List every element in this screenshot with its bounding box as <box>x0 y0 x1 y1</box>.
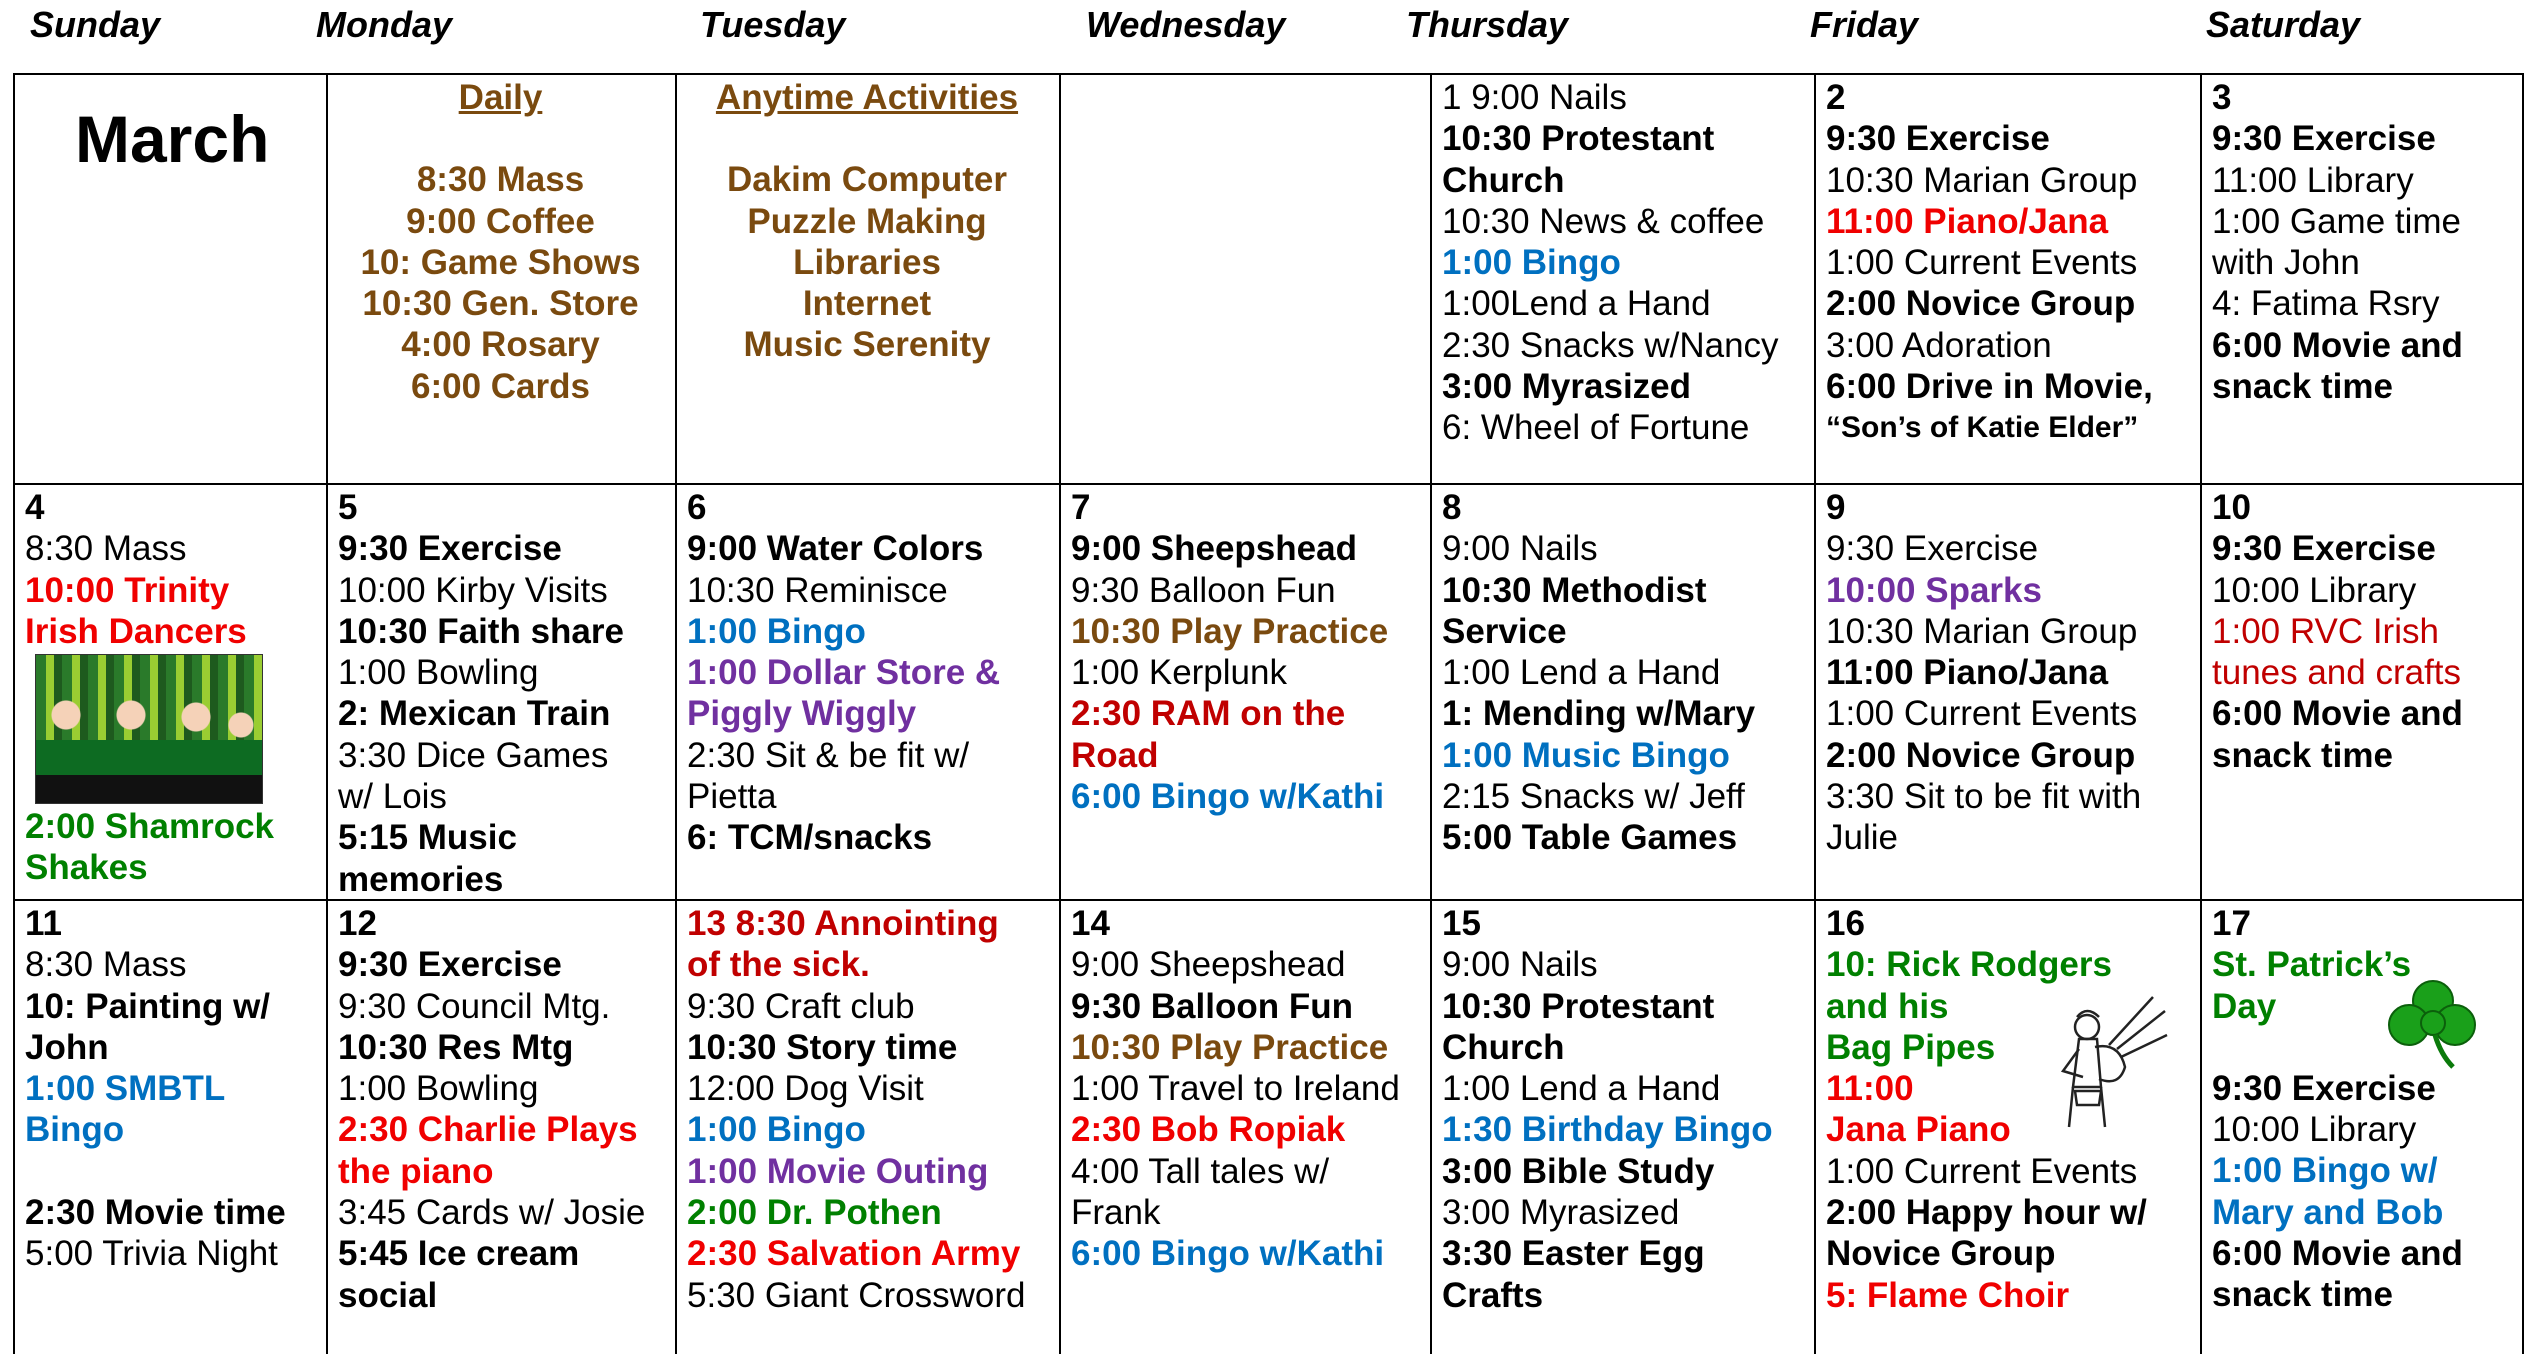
event-line: 8 <box>1442 488 1462 527</box>
event-line: Frank <box>1071 1193 1161 1233</box>
event-line: social <box>338 1275 438 1315</box>
event-line: 6:00 Bingo w/Kathi <box>1071 777 1385 817</box>
event-line: 10:30 News & coffee <box>1442 201 1765 241</box>
day-cell-15 <box>1430 899 1814 1354</box>
day-cell-9 <box>1814 483 2200 899</box>
event-line: 1:00 Lend a Hand <box>1442 1069 1721 1109</box>
event-line: 11:00 <box>1826 1069 1914 1109</box>
calendar-grid <box>13 73 2524 1354</box>
event-line: 11:00 Piano/Jana <box>1826 201 2109 241</box>
event-line: Mary and Bob <box>2212 1192 2444 1232</box>
event-line: snack time <box>2212 1275 2393 1315</box>
event-line: 10:30 Methodist <box>1442 570 1707 610</box>
event-line: Service <box>1442 611 1567 651</box>
event-line: 10:30 Protestant <box>1442 119 1715 159</box>
event-line: 9:00 Water Colors <box>687 529 984 569</box>
event-line: snack time <box>2212 367 2393 407</box>
event-line: Pietta <box>687 777 777 817</box>
event-line: St. Patrick’s <box>2212 945 2412 985</box>
event-line: 10:30 Res Mtg <box>338 1027 574 1067</box>
day-cell-7 <box>1059 483 1430 899</box>
event-line: 6:00 Movie and <box>2212 694 2463 734</box>
event-line: 5:45 Ice cream <box>338 1234 580 1274</box>
day-cell-2 <box>1814 73 2200 483</box>
event-line: 9:30 Exercise <box>2212 1068 2436 1108</box>
event-line: 11 <box>25 904 62 943</box>
event-line: 10:00 Library <box>2212 570 2417 610</box>
header-friday: Friday <box>1810 4 1919 45</box>
header-saturday: Saturday <box>2206 4 2361 45</box>
event-line: Bingo <box>25 1110 125 1150</box>
day-cell-11 <box>13 899 326 1354</box>
event-line: Bag Pipes <box>1826 1027 1996 1067</box>
event-line: 2:00 Novice Group <box>1826 735 2136 775</box>
header-monday: Monday <box>316 4 453 45</box>
month-title: March <box>75 102 270 176</box>
event-line: 9:00 Sheepshead <box>1071 945 1346 985</box>
event-line: 5:30 Giant Crossword <box>687 1275 1026 1315</box>
cell-empty <box>1059 73 1430 483</box>
event-line: 1 9:00 Nails <box>1442 78 1627 117</box>
event-line: 3 <box>2212 78 2232 117</box>
event-line: 2:30 Salvation Army <box>687 1234 1021 1274</box>
event-line: 6:00 Bingo w/Kathi <box>1071 1234 1385 1274</box>
event-line: 3:30 Dice Games <box>338 735 609 775</box>
event-line: Irish Dancers <box>25 611 247 651</box>
event-line: 9:30 Balloon Fun <box>1071 570 1336 610</box>
cell-anytime <box>675 73 1059 483</box>
event-line: 5: Flame Choir <box>1826 1275 2070 1315</box>
event-line: Shakes <box>25 848 148 888</box>
day-cell-13 <box>675 899 1059 1354</box>
event-line: 10:00 Library <box>2212 1110 2417 1150</box>
cell-daily <box>326 73 675 483</box>
event-line: 10:30 Marian Group <box>1826 160 2138 200</box>
event-line: 1:00 Dollar Store & <box>687 653 1001 693</box>
event-line: 12:00 Dog Visit <box>687 1069 924 1109</box>
event-line: 4 <box>25 488 45 527</box>
event-line: Julie <box>1826 818 1898 858</box>
day-cell-5 <box>326 483 675 899</box>
event-line: 5:00 Table Games <box>1442 818 1738 858</box>
day-cell-6 <box>675 483 1059 899</box>
event-line: 6:00 Movie and <box>2212 1234 2463 1274</box>
day-4-events-more <box>25 806 326 889</box>
event-line: w/ Lois <box>338 777 447 817</box>
event-line: 9:30 Balloon Fun <box>1071 986 1353 1026</box>
event-line: Piggly Wiggly <box>687 694 917 734</box>
event-line: of the sick. <box>687 945 870 985</box>
event-line: 10:00 Kirby Visits <box>338 570 608 610</box>
header-sunday: Sunday <box>30 4 161 45</box>
event-line: Church <box>1442 160 1565 200</box>
day-cell-4 <box>13 483 326 899</box>
event-line: 2:30 Movie time <box>25 1192 286 1232</box>
event-line: 1:00 Bingo <box>687 611 866 651</box>
event-line: 3:00 Bible Study <box>1442 1151 1715 1191</box>
event-line: 11:00 Piano/Jana <box>1826 653 2109 693</box>
event-line: 9:00 Nails <box>1442 529 1598 569</box>
event-line: 1:00 Music Bingo <box>1442 735 1730 775</box>
day-cell-17 <box>2200 899 2522 1354</box>
event-line: 2:00 Shamrock <box>25 807 275 847</box>
event-line: Jana Piano <box>1826 1110 2011 1150</box>
event-line: 11:00 Library <box>2212 160 2414 200</box>
event-line: Novice Group <box>1826 1234 2056 1274</box>
event-line: 3:45 Cards w/ Josie <box>338 1193 646 1233</box>
event-line: 2:15 Snacks w/ Jeff <box>1442 777 1745 817</box>
event-line: 6 <box>687 488 707 527</box>
event-line: 9:30 Council Mtg. <box>338 986 611 1026</box>
event-line: 10:30 Play Practice <box>1071 611 1389 651</box>
anytime-item: Internet <box>802 284 932 324</box>
event-line: 1:00 Bingo <box>687 1110 866 1150</box>
event-line: 3:00 Adoration <box>1826 325 2052 365</box>
event-line: 1:00 Kerplunk <box>1071 653 1287 693</box>
event-line: 10:00 Trinity <box>25 570 230 610</box>
event-line: the piano <box>338 1151 494 1191</box>
event-line: 12 <box>338 904 377 943</box>
cell-month <box>13 73 326 483</box>
event-line: 10:30 Play Practice <box>1071 1027 1389 1067</box>
event-line: 9:30 Exercise <box>2212 529 2436 569</box>
event-line: Road <box>1071 735 1159 775</box>
event-line <box>25 1151 326 1192</box>
event-line: 2:30 RAM on the <box>1071 694 1346 734</box>
event-line: 3:30 Sit to be fit with <box>1826 777 2142 817</box>
event-line: 1:30 Birthday Bingo <box>1442 1110 1773 1150</box>
event-line: 1: Mending w/Mary <box>1442 694 1756 734</box>
event-line: 9:00 Sheepshead <box>1071 529 1357 569</box>
event-line: 10: Rick Rodgers <box>1826 945 2112 985</box>
bagpiper-icon <box>2049 987 2169 1137</box>
day-4-events <box>25 487 326 652</box>
event-line: and his <box>1826 986 1949 1026</box>
daily-item: 9:00 Coffee <box>406 201 595 241</box>
day-cell-1 <box>1430 73 1814 483</box>
event-line: 9:30 Craft club <box>687 986 915 1026</box>
event-line: 1:00 Game time <box>2212 201 2461 241</box>
anytime-item: Libraries <box>793 242 941 282</box>
event-line: 10:30 Reminisce <box>687 570 948 610</box>
anytime-item: Puzzle Making <box>747 201 987 241</box>
event-line: 9:30 Exercise <box>1826 119 2050 159</box>
event-line: 9:30 Exercise <box>2212 119 2436 159</box>
day-cell-16 <box>1814 899 2200 1354</box>
event-line: 14 <box>1071 904 1110 943</box>
day-cell-12 <box>326 899 675 1354</box>
event-line: “Son’s of Katie Elder” <box>1826 411 2139 445</box>
day-cell-10 <box>2200 483 2522 899</box>
event-line: 1:00 Travel to Ireland <box>1071 1069 1400 1109</box>
day-17-events <box>2212 903 2522 1316</box>
event-line: 10:30 Marian Group <box>1826 611 2138 651</box>
event-line: 6:00 Drive in Movie, <box>1826 367 2153 407</box>
event-line: 1:00 Current Events <box>1826 243 2138 283</box>
event-line: with John <box>2212 243 2360 283</box>
header-tuesday: Tuesday <box>700 4 846 45</box>
event-line: 10:30 Story time <box>687 1027 958 1067</box>
event-line: 16 <box>1826 904 1865 943</box>
anytime-item: Dakim Computer <box>726 160 1008 200</box>
event-line: 5:15 Music <box>338 818 517 858</box>
event-line: Day <box>2212 986 2277 1026</box>
event-line: 6:00 Movie and <box>2212 325 2463 365</box>
event-line: 9:30 Exercise <box>338 945 562 985</box>
event-line: 13 8:30 Annointing <box>687 904 999 943</box>
event-line: 15 <box>1442 904 1481 943</box>
header-wednesday: Wednesday <box>1086 4 1286 45</box>
event-line: 10:00 Sparks <box>1826 570 2042 610</box>
event-line: 9 <box>1826 488 1846 527</box>
event-line: 2: Mexican Train <box>338 694 611 734</box>
event-line: 6: TCM/snacks <box>687 818 933 858</box>
daily-item: 10:30 Gen. Store <box>362 284 639 324</box>
daily-item: 10: Game Shows <box>360 242 641 282</box>
event-line: 1:00 Bowling <box>338 1069 539 1109</box>
event-line: 3:00 Myrasized <box>1442 1193 1680 1233</box>
event-line: 1:00 SMBTL <box>25 1069 226 1109</box>
event-line: 1:00 Current Events <box>1826 694 2138 734</box>
event-line: 4: Fatima Rsry <box>2212 284 2440 324</box>
event-line: tunes and crafts <box>2212 653 2462 693</box>
event-line: memories <box>338 859 504 899</box>
event-line: 8:30 Mass <box>25 529 187 569</box>
daily-item: 6:00 Cards <box>411 366 590 406</box>
event-line: 5 <box>338 488 358 527</box>
event-line: 10 <box>2212 488 2251 527</box>
event-line: 6: Wheel of Fortune <box>1442 408 1750 448</box>
event-line: 3:00 Myrasized <box>1442 367 1692 407</box>
event-line: John <box>25 1027 109 1067</box>
irish-dancers-photo <box>35 654 263 804</box>
event-line: 1:00 Movie Outing <box>687 1151 989 1191</box>
event-line: 10: Painting w/ <box>25 986 271 1026</box>
event-line: 2:00 Happy hour w/ <box>1826 1193 2147 1233</box>
event-line: 1:00Lend a Hand <box>1442 284 1711 324</box>
event-line: 5:00 Trivia Night <box>25 1234 278 1274</box>
event-line: 2 <box>1826 78 1846 117</box>
event-line: 3:30 Easter Egg <box>1442 1234 1705 1274</box>
event-line: 10:30 Protestant <box>1442 986 1715 1026</box>
event-line: snack time <box>2212 735 2393 775</box>
event-line: Crafts <box>1442 1275 1544 1315</box>
daily-item: 4:00 Rosary <box>401 325 600 365</box>
daily-item: 8:30 Mass <box>416 160 585 200</box>
event-line: 1:00 Bowling <box>338 653 539 693</box>
event-line: 17 <box>2212 904 2251 943</box>
event-line: 8:30 Mass <box>25 945 187 985</box>
event-line: 2:30 Snacks w/Nancy <box>1442 325 1779 365</box>
event-line: 1:00 Lend a Hand <box>1442 653 1721 693</box>
event-line: 9:30 Exercise <box>1826 529 2039 569</box>
event-line: 1:00 RVC Irish <box>2212 611 2439 651</box>
day-cell-8 <box>1430 483 1814 899</box>
event-line: 2:30 Bob Ropiak <box>1071 1110 1346 1150</box>
event-line: 7 <box>1071 488 1091 527</box>
event-line: 1:00 Bingo <box>1442 243 1621 283</box>
event-line: 2:00 Novice Group <box>1826 284 2136 324</box>
anytime-title: Anytime Activities <box>715 78 1019 117</box>
shamrock-icon <box>2383 977 2483 1072</box>
day-cell-14 <box>1059 899 1430 1354</box>
event-line: Church <box>1442 1027 1565 1067</box>
event-line: 1:00 Current Events <box>1826 1151 2138 1191</box>
header-thursday: Thursday <box>1406 4 1569 45</box>
anytime-item: Music Serenity <box>743 325 991 365</box>
event-line: 9:00 Nails <box>1442 945 1598 985</box>
event-line: 2:30 Sit & be fit w/ <box>687 735 970 775</box>
event-line: 2:00 Dr. Pothen <box>687 1193 942 1233</box>
day-cell-3 <box>2200 73 2522 483</box>
event-line: 1:00 Bingo w/ <box>2212 1151 2438 1191</box>
event-line: 10:30 Faith share <box>338 611 624 651</box>
event-line: 9:30 Exercise <box>338 529 562 569</box>
daily-title: Daily <box>458 78 543 117</box>
event-line: 4:00 Tall tales w/ <box>1071 1151 1330 1191</box>
event-line: 2:30 Charlie Plays <box>338 1110 638 1150</box>
grid-line <box>2522 73 2524 1354</box>
